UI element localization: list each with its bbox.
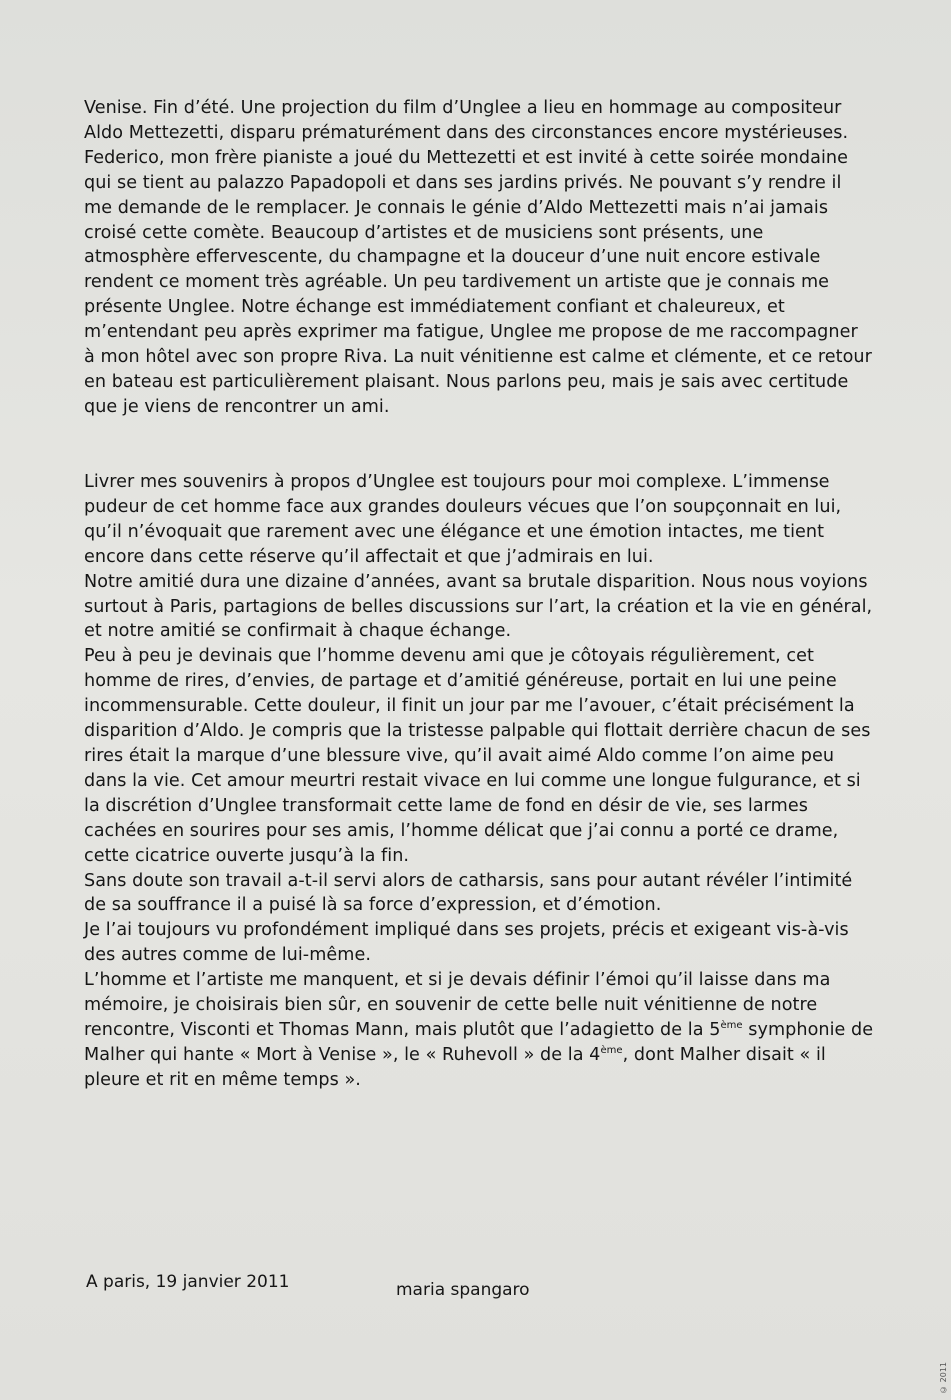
- paragraph-memories: [84, 470, 874, 1093]
- closing-text: symphonie de Malher qui hante « Mort à Venise », le « Ruhevoll » de la 4: [84, 1019, 874, 1065]
- ordinal-superscript: ème: [600, 1044, 623, 1056]
- ordinal-superscript: ème: [720, 1020, 743, 1032]
- paragraph-line: Notre amitié dura une dizaine d’années, avant sa brutale disparition. Nous nous voyions surtout à Paris, partagions de belles discussions sur l’art, la création et la vie en général, et notre amitié se confirmait à chaque échange.: [84, 571, 873, 642]
- corner-copyright: © 2011: [939, 1362, 948, 1394]
- paragraph-line: Je l’ai toujours vu profondément impliqué dans ses projets, précis et exigeant vis-à-vis des autres comme de lui-même.: [84, 920, 849, 966]
- paragraph-venise: [84, 96, 874, 420]
- paragraph-text: Venise. Fin d’été. Une projection du film d’Unglee a lieu en hommage au compositeur Aldo Mettezetti, disparu prématurément dans des circonstances encore mystérieuses. Federico, mon frère pianiste a joué du Mettezetti et est invité à cette soirée mondaine qui se tient au palazzo Papadopoli et dans ses jardins privés. Ne pouvant s’y rendre il me demande de le remplacer. Je connais le génie d’Aldo Mettezetti mais n’ai jamais croisé cette comète. Beaucoup d’artistes et de musiciens sont présents, une atmosphère effervescente, du champagne et la douceur d’une nuit encore estivale rendent ce moment très agréable. Un peu tardivement un artiste que je connais me présente Unglee. Notre échange est immédiatement confiant et chaleureux, et m’entendant peu après exprimer ma fatigue, Unglee me propose de me raccompagner à mon hôtel avec son propre Riva. La nuit vénitienne est calme et clémente, et ce retour en bateau est particulièrement plaisant. Nous parlons peu, mais je sais avec certitude que je viens de rencontrer un ami.: [84, 98, 872, 417]
- footer-date: A paris, 19 janvier 2011: [86, 1272, 290, 1292]
- closing-text: L’homme et l’artiste me manquent, et si je devais définir l’émoi qu’il laisse dans ma mémoire, je choisirais bien sûr, en souvenir de cette belle nuit vénitienne de notre rencontre, Visconti et Thomas Mann, mais plutôt que l’adagietto de la 5: [84, 970, 831, 1040]
- paragraph-line: Livrer mes souvenirs à propos d’Unglee est toujours pour moi complexe. L’immense pudeur de cet homme face aux grandes douleurs vécues que l’on soupçonnait en lui, qu’il n’évoquait que rarement avec une élégance et une émotion intactes, me tient encore dans cette réserve qu’il affectait et que j’admirais en lui.: [84, 472, 842, 567]
- paragraph-line: Sans doute son travail a-t-il servi alors de catharsis, sans pour autant révéler l’intimité de sa souffrance il a puisé là sa force d’expression, et d’émotion.: [84, 870, 853, 916]
- footer-author: maria spangaro: [396, 1280, 530, 1300]
- closing-paragraph: [84, 968, 874, 1093]
- paragraph-line: Peu à peu je devinais que l’homme devenu ami que je côtoyais régulièrement, cet homme de rires, d’envies, de partage et d’amitié généreuse, portait en lui une peine incommensurable. Cette douleur, il finit un jour par me l’avouer, c’était précisément la disparition d’Aldo. Je compris que la tristesse palpable qui flottait derrière chacun de ses rires était la marque d’une blessure vive, qu’il avait aimé Aldo comme l’on aime peu dans la vie. Cet amour meurtri restait vivace en lui comme une longue fulgurance, et si la discrétion d’Unglee transformait cette lame de fond en désir de vie, ses larmes cachées en sourires pour ses amis, l’homme délicat que j’ai connu a porté ce drame, cette cicatrice ouverte jusqu’à la fin.: [84, 646, 871, 866]
- closing-text: , dont Malher disait « il pleure et rit en même temps ».: [84, 1044, 826, 1090]
